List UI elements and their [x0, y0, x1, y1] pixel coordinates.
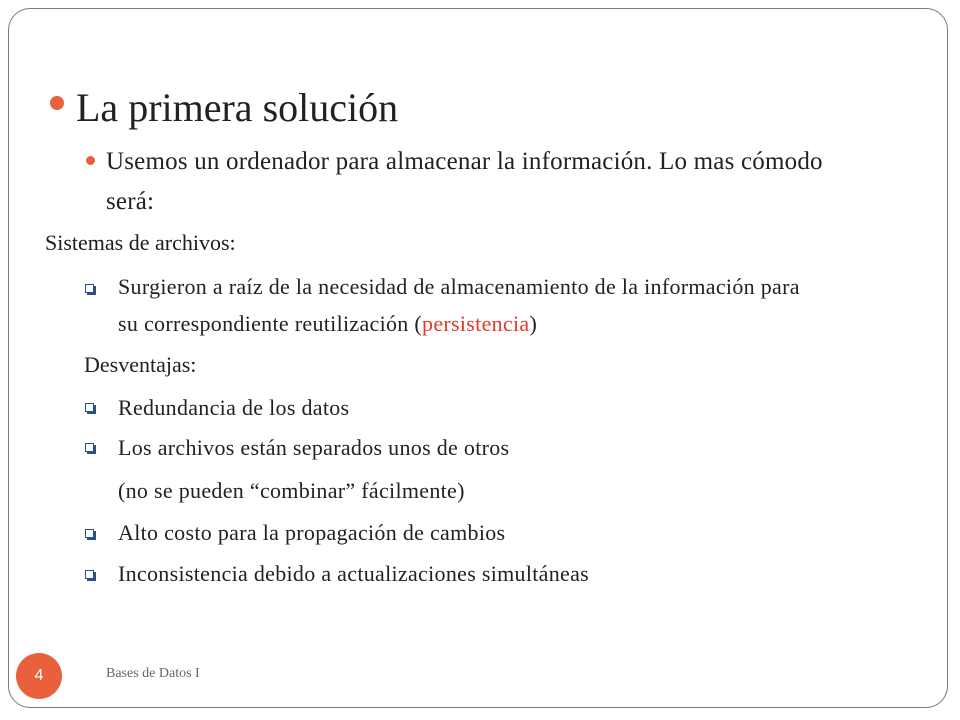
intro-item-pre: su correspondiente reutilización ( [118, 311, 423, 336]
subpoint-line2: será: [106, 188, 155, 215]
page-number-badge: 4 [16, 653, 62, 699]
list-item: Inconsistencia debido a actualizaciones simultáneas [118, 561, 590, 586]
list-item: Redundancia de los datos [118, 395, 350, 420]
square-bullet-icon [85, 403, 94, 412]
list-item-continuation: (no se pueden “combinar” fácilmente) [118, 478, 465, 503]
intro-item-line2 [118, 307, 537, 340]
subpoint-text [106, 142, 896, 222]
slide-title: La primera solución [76, 85, 399, 130]
footer-course-label: Bases de Datos I [106, 666, 200, 681]
disadvantages-heading: Desventajas: [84, 352, 197, 377]
persistencia-highlight: persistencia [422, 311, 530, 336]
square-bullet-icon [85, 284, 94, 293]
title-bullet-icon [50, 96, 64, 110]
intro-item-line1: Surgieron a raíz de la necesidad de almacenamiento de la información para [118, 274, 800, 299]
section-heading: Sistemas de archivos: [45, 230, 236, 255]
square-bullet-icon [85, 443, 94, 452]
square-bullet-icon [85, 570, 94, 579]
list-item: Los archivos están separados unos de otros [118, 435, 510, 460]
subpoint-line1: Usemos un ordenador para almacenar la información. Lo mas cómodo [106, 148, 823, 175]
square-bullet-icon [85, 529, 94, 538]
list-item: Alto costo para la propagación de cambios [118, 520, 506, 545]
subpoint-bullet-icon [86, 156, 95, 165]
intro-item-post: ) [529, 311, 538, 336]
